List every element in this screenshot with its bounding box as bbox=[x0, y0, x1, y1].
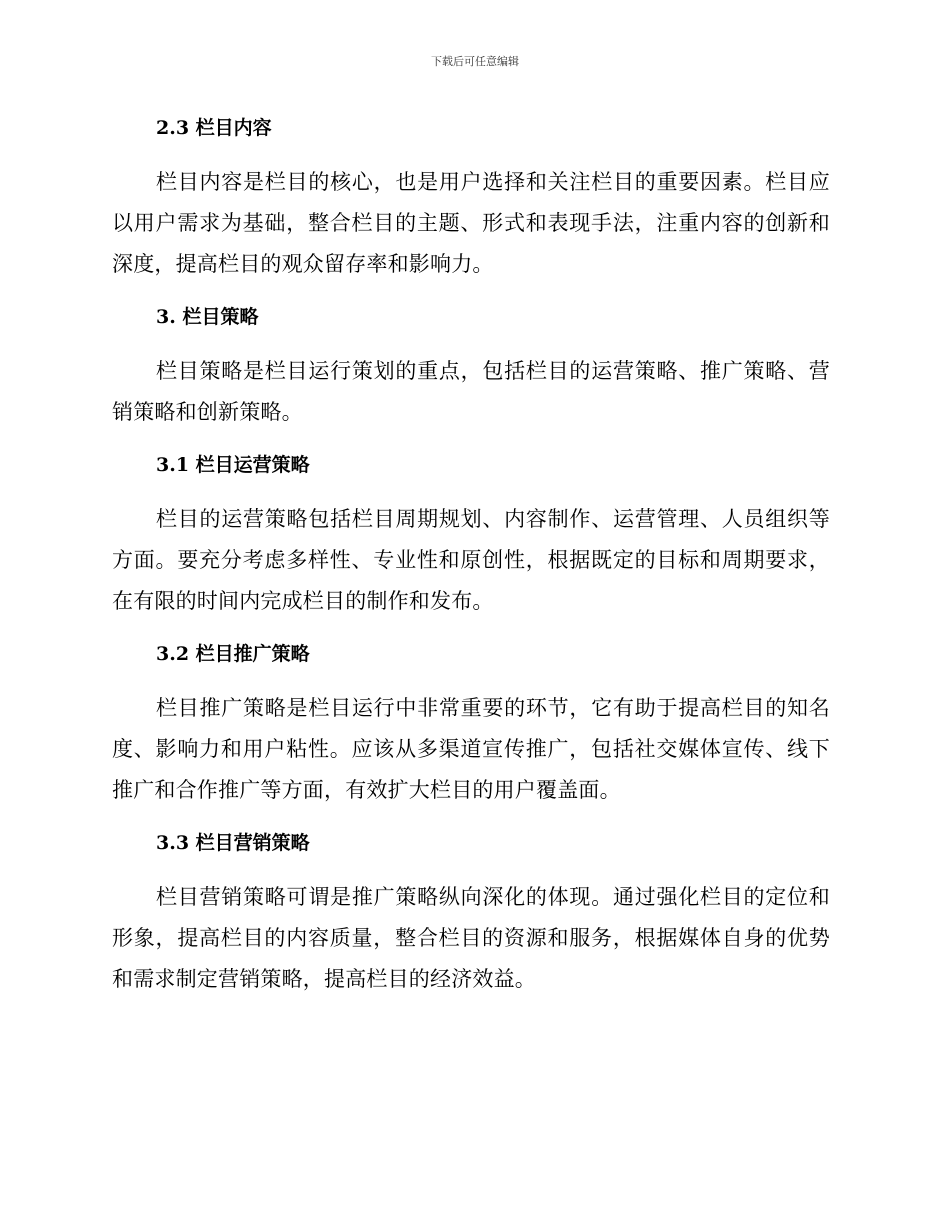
section-heading-3: 3. 栏目策略 bbox=[156, 306, 259, 328]
section-heading-3-2: 3.2 栏目推广策略 bbox=[156, 643, 310, 665]
document-body bbox=[112, 108, 830, 1000]
section-paragraph-3: 栏目策略是栏目运行策划的重点，包括栏目的运营策略、推广策略、营销策略和创新策略。 bbox=[112, 359, 830, 424]
section-paragraph-3-1: 栏目的运营策略包括栏目周期规划、内容制作、运营管理、人员组织等方面。要充分考虑多样性、专业性和原创性，根据既定的目标和周期要求，在有限的时间内完成栏目的制作和发布。 bbox=[112, 507, 830, 613]
section-heading-3-1: 3.1 栏目运营策略 bbox=[156, 454, 310, 476]
section-heading-3-3: 3.3 栏目营销策略 bbox=[156, 832, 310, 854]
page-header-note: 下载后可任意编辑 bbox=[431, 55, 519, 68]
section-paragraph-2-3: 栏目内容是栏目的核心，也是用户选择和关注栏目的重要因素。栏目应以用户需求为基础，整合栏目的主题、形式和表现手法，注重内容的创新和深度，提高栏目的观众留存率和影响力。 bbox=[112, 170, 830, 276]
section-paragraph-3-3: 栏目营销策略可谓是推广策略纵向深化的体现。通过强化栏目的定位和形象，提高栏目的内容质量，整合栏目的资源和服务，根据媒体自身的优势和需求制定营销策略，提高栏目的经济效益。 bbox=[112, 885, 830, 991]
section-heading-2-3: 2.3 栏目内容 bbox=[156, 117, 272, 139]
section-paragraph-3-2: 栏目推广策略是栏目运行中非常重要的环节，它有助于提高栏目的知名度、影响力和用户粘性。应该从多渠道宣传推广，包括社交媒体宣传、线下推广和合作推广等方面，有效扩大栏目的用户覆盖面。 bbox=[112, 696, 830, 802]
